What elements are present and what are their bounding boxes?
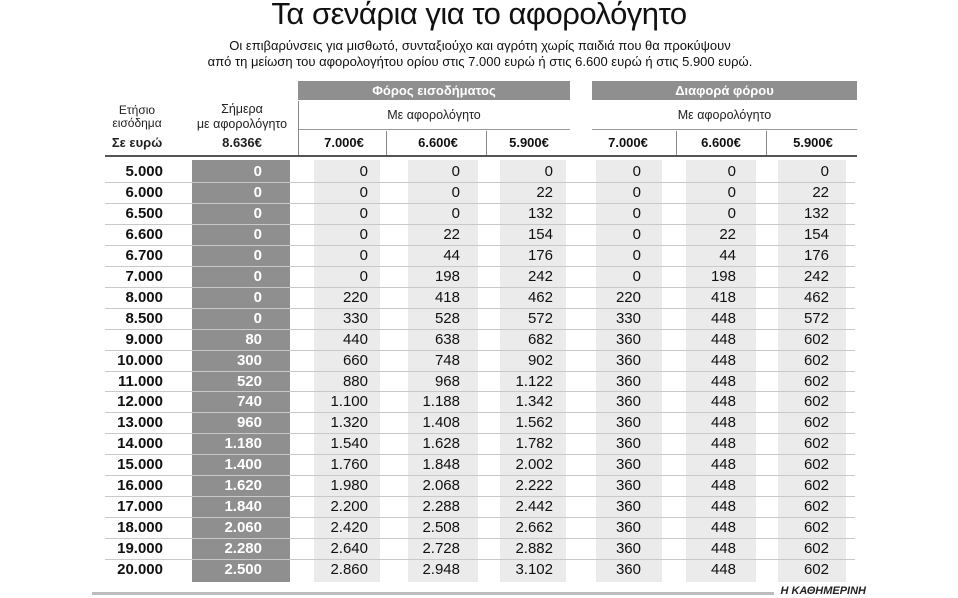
cell-today: 0 xyxy=(253,267,262,285)
cell-today: 300 xyxy=(236,351,262,369)
cell-t5900: 1.562 xyxy=(515,414,553,432)
cell-d5900: 176 xyxy=(803,246,829,264)
cell-d5900: 602 xyxy=(803,351,829,369)
cell-d7000: 0 xyxy=(632,225,641,243)
cell-today: 1.620 xyxy=(224,477,262,495)
cell-d5900: 602 xyxy=(803,435,829,453)
cell-today: 0 xyxy=(253,246,262,264)
cell-today: 1.840 xyxy=(224,498,262,516)
cell-t5900: 242 xyxy=(527,267,553,285)
cell-t7000: 440 xyxy=(342,330,368,348)
cell-t6600: 968 xyxy=(434,372,460,390)
cell-today: 2.280 xyxy=(224,540,262,558)
cell-d5900: 154 xyxy=(803,225,829,243)
cell-d7000: 0 xyxy=(632,163,641,180)
cell-d5900: 602 xyxy=(803,540,829,558)
cell-t7000: 1.100 xyxy=(330,393,368,411)
col-diff-7000: 7.000€ xyxy=(608,135,648,150)
header-tax-allowance: Με αφορολόγητο xyxy=(387,108,481,122)
cell-d5900: 602 xyxy=(803,393,829,411)
cell-d7000: 360 xyxy=(615,498,641,516)
cell-d7000: 360 xyxy=(615,393,641,411)
bottom-bar xyxy=(92,592,774,595)
cell-today: 0 xyxy=(253,183,262,201)
cell-income: 14.000 xyxy=(117,435,163,453)
cell-d6600: 448 xyxy=(710,519,736,537)
cell-today: 2.060 xyxy=(224,519,262,537)
cell-t6600: 528 xyxy=(434,309,460,327)
cell-d6600: 448 xyxy=(710,372,736,390)
divider xyxy=(386,131,387,155)
cell-income: 8.500 xyxy=(125,309,163,327)
cell-t6600: 198 xyxy=(434,267,460,285)
group-header-tax: Φόρος εισοδήματος xyxy=(298,81,570,100)
cell-d6600: 448 xyxy=(710,456,736,474)
cell-d5900: 572 xyxy=(803,309,829,327)
cell-d6600: 0 xyxy=(727,183,736,201)
cell-d6600: 448 xyxy=(710,540,736,558)
cell-today: 0 xyxy=(253,204,262,222)
page-title: Τα σενάρια για το αφορολόγητο xyxy=(271,0,687,31)
cell-t5900: 0 xyxy=(544,163,553,180)
cell-d7000: 0 xyxy=(632,204,641,222)
cell-d7000: 360 xyxy=(615,540,641,558)
cell-income: 11.000 xyxy=(117,372,163,390)
cell-t6600: 2.068 xyxy=(422,477,460,495)
divider xyxy=(676,131,677,155)
col-diff-5900: 5.900€ xyxy=(793,135,833,150)
cell-t6600: 638 xyxy=(434,330,460,348)
cell-t7000: 2.640 xyxy=(330,540,368,558)
cell-t6600: 1.408 xyxy=(422,414,460,432)
cell-income: 6.500 xyxy=(125,204,163,222)
cell-t6600: 2.288 xyxy=(422,498,460,516)
cell-t6600: 2.728 xyxy=(422,540,460,558)
cell-t7000: 880 xyxy=(342,372,368,390)
cell-income: 12.000 xyxy=(117,393,163,411)
cell-d5900: 602 xyxy=(803,456,829,474)
cell-today: 2.500 xyxy=(224,561,262,579)
col-diff-6600: 6.600€ xyxy=(701,135,741,150)
cell-t5900: 2.662 xyxy=(515,519,553,537)
cell-t7000: 2.420 xyxy=(330,519,368,537)
cell-d5900: 602 xyxy=(803,519,829,537)
header-today: Σήμερα xyxy=(221,102,263,116)
cell-income: 17.000 xyxy=(117,498,163,516)
cell-d6600: 448 xyxy=(710,561,736,579)
subtitle-line-1: Οι επιβαρύνσεις για μισθωτό, συνταξιούχο και αγρότη χωρίς παιδιά που θα προκύψουν xyxy=(229,38,731,53)
cell-d6600: 448 xyxy=(710,309,736,327)
header-today-allowance: με αφορολόγητο xyxy=(196,117,288,131)
cell-today: 0 xyxy=(253,163,262,180)
cell-d6600: 448 xyxy=(710,435,736,453)
cell-income: 8.000 xyxy=(125,288,163,306)
cell-d5900: 0 xyxy=(820,163,829,180)
cell-t5900: 902 xyxy=(527,351,553,369)
cell-d5900: 602 xyxy=(803,498,829,516)
cell-t7000: 1.320 xyxy=(330,414,368,432)
cell-t5900: 462 xyxy=(527,288,553,306)
cell-d7000: 360 xyxy=(615,456,641,474)
cell-t5900: 154 xyxy=(527,225,553,243)
header-diff-allowance: Με αφορολόγητο xyxy=(677,108,772,122)
cell-t7000: 1.980 xyxy=(330,477,368,495)
cell-income: 5.000 xyxy=(125,163,163,180)
cell-t5900: 2.222 xyxy=(515,477,553,495)
divider xyxy=(486,131,487,155)
cell-t7000: 220 xyxy=(342,288,368,306)
subtitle xyxy=(150,38,810,70)
cell-d6600: 22 xyxy=(719,225,736,243)
cell-d7000: 360 xyxy=(615,519,641,537)
cell-t5900: 572 xyxy=(527,309,553,327)
cell-d6600: 418 xyxy=(710,288,736,306)
cell-d7000: 330 xyxy=(615,309,641,327)
cell-t6600: 44 xyxy=(443,246,460,264)
header-euros: Σε ευρώ xyxy=(111,135,163,150)
cell-income: 6.600 xyxy=(125,225,163,243)
cell-t7000: 1.760 xyxy=(330,456,368,474)
cell-d5900: 602 xyxy=(803,414,829,432)
col-tax-5900: 5.900€ xyxy=(509,135,549,150)
cell-t6600: 0 xyxy=(451,204,460,222)
cell-t5900: 3.102 xyxy=(515,561,553,579)
cell-t5900: 1.782 xyxy=(515,435,553,453)
cell-t7000: 0 xyxy=(359,267,368,285)
cell-t6600: 2.508 xyxy=(422,519,460,537)
cell-t5900: 2.442 xyxy=(515,498,553,516)
cell-t5900: 132 xyxy=(527,204,553,222)
cell-d5900: 602 xyxy=(803,372,829,390)
cell-d5900: 602 xyxy=(803,561,829,579)
cell-today: 1.400 xyxy=(224,456,262,474)
cell-t7000: 2.200 xyxy=(330,498,368,516)
cell-d7000: 360 xyxy=(615,414,641,432)
cell-t5900: 176 xyxy=(527,246,553,264)
divider xyxy=(766,131,767,155)
cell-today: 0 xyxy=(253,288,262,306)
cell-t5900: 1.342 xyxy=(515,393,553,411)
cell-d7000: 360 xyxy=(615,372,641,390)
subtitle-line-2: από τη μείωση του αφορολογήτου ορίου στις 7.000 ευρώ ή στις 6.600 ευρώ ή στις 5.900 ευρώ. xyxy=(207,54,753,69)
cell-today: 0 xyxy=(253,309,262,327)
cell-income: 7.000 xyxy=(125,267,163,285)
cell-d6600: 448 xyxy=(710,498,736,516)
cell-d7000: 0 xyxy=(632,183,641,201)
cell-today: 520 xyxy=(236,372,262,390)
cell-t5900: 2.002 xyxy=(515,456,553,474)
cell-d5900: 22 xyxy=(812,183,829,201)
header-divider xyxy=(105,155,857,157)
cell-today: 1.180 xyxy=(224,435,262,453)
cell-d6600: 0 xyxy=(727,204,736,222)
cell-t6600: 748 xyxy=(434,351,460,369)
cell-d6600: 198 xyxy=(710,267,736,285)
cell-t5900: 1.122 xyxy=(515,372,553,390)
cell-d7000: 360 xyxy=(615,330,641,348)
cell-t6600: 0 xyxy=(451,163,460,180)
cell-d7000: 360 xyxy=(615,435,641,453)
cell-t5900: 22 xyxy=(536,183,553,201)
cell-d5900: 242 xyxy=(803,267,829,285)
cell-income: 15.000 xyxy=(117,456,163,474)
cell-income: 16.000 xyxy=(117,477,163,495)
col-tax-7000: 7.000€ xyxy=(324,135,364,150)
footer-source: Η ΚΑΘΗΜΕΡΙΝΗ xyxy=(780,585,866,597)
divider xyxy=(592,129,857,130)
header-annual: Ετήσιο xyxy=(118,103,156,117)
cell-today: 80 xyxy=(245,330,262,348)
cell-income: 10.000 xyxy=(117,351,163,369)
cell-d5900: 602 xyxy=(803,330,829,348)
cell-t7000: 660 xyxy=(342,351,368,369)
cell-income: 20.000 xyxy=(117,561,163,579)
cell-t7000: 0 xyxy=(359,163,368,180)
cell-d6600: 448 xyxy=(710,414,736,432)
cell-d5900: 132 xyxy=(803,204,829,222)
cell-d7000: 360 xyxy=(615,477,641,495)
cell-t6600: 22 xyxy=(443,225,460,243)
cell-d7000: 360 xyxy=(615,561,641,579)
cell-today: 0 xyxy=(253,225,262,243)
cell-t6600: 2.948 xyxy=(422,561,460,579)
cell-d7000: 360 xyxy=(615,351,641,369)
group-header-diff: Διαφορά φόρου xyxy=(592,81,857,100)
cell-d7000: 220 xyxy=(615,288,641,306)
cell-t6600: 1.628 xyxy=(422,435,460,453)
cell-d5900: 602 xyxy=(803,477,829,495)
cell-t5900: 2.882 xyxy=(515,540,553,558)
col-tax-6600: 6.600€ xyxy=(418,135,458,150)
cell-d7000: 0 xyxy=(632,267,641,285)
cell-t7000: 0 xyxy=(359,183,368,201)
cell-income: 13.000 xyxy=(117,414,163,432)
cell-t6600: 0 xyxy=(451,183,460,201)
cell-t6600: 1.188 xyxy=(422,393,460,411)
cell-income: 19.000 xyxy=(117,540,163,558)
header-today-value: 8.636€ xyxy=(222,135,262,150)
cell-d7000: 0 xyxy=(632,246,641,264)
cell-d5900: 462 xyxy=(803,288,829,306)
divider xyxy=(298,129,570,130)
header-income: εισόδημα xyxy=(112,116,162,130)
cell-t6600: 1.848 xyxy=(422,456,460,474)
cell-t7000: 0 xyxy=(359,204,368,222)
cell-d6600: 44 xyxy=(719,246,736,264)
cell-t7000: 1.540 xyxy=(330,435,368,453)
cell-today: 740 xyxy=(236,393,262,411)
cell-d6600: 448 xyxy=(710,351,736,369)
cell-income: 6.700 xyxy=(125,246,163,264)
cell-d6600: 448 xyxy=(710,477,736,495)
cell-income: 9.000 xyxy=(125,330,163,348)
cell-t7000: 330 xyxy=(342,309,368,327)
cell-t7000: 0 xyxy=(359,246,368,264)
cell-d6600: 0 xyxy=(727,163,736,180)
cell-today: 960 xyxy=(236,414,262,432)
divider xyxy=(298,101,299,155)
cell-income: 6.000 xyxy=(125,183,163,201)
cell-t5900: 682 xyxy=(527,330,553,348)
cell-t6600: 418 xyxy=(434,288,460,306)
cell-t7000: 0 xyxy=(359,225,368,243)
cell-d6600: 448 xyxy=(710,393,736,411)
cell-income: 18.000 xyxy=(117,519,163,537)
cell-t7000: 2.860 xyxy=(330,561,368,579)
cell-d6600: 448 xyxy=(710,330,736,348)
